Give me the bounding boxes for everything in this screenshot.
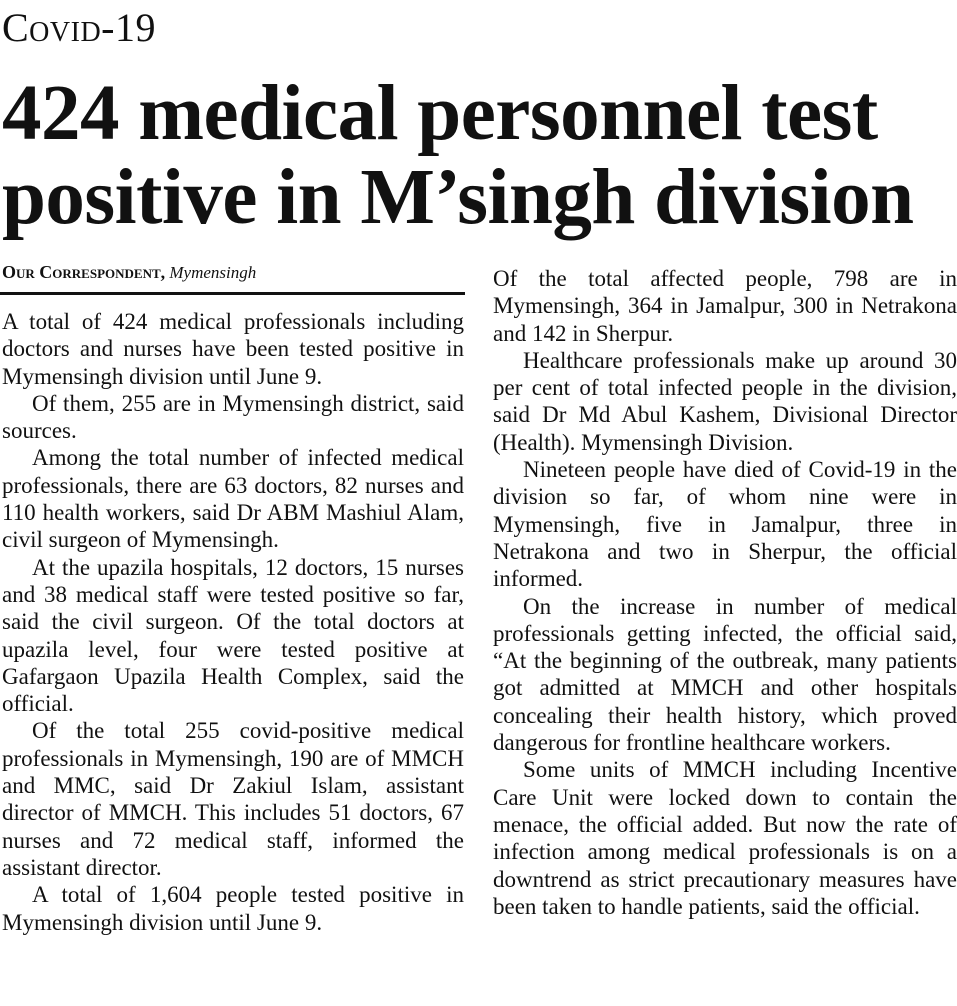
byline-divider xyxy=(0,292,465,295)
headline-line-1: 424 medical personnel test xyxy=(2,70,878,157)
article-column-1 xyxy=(2,308,464,936)
paragraph: Healthcare professionals make up around 30 per cent of total infected people in the division, said Dr Md Abul Kashem, Divisional Director (Health). Mymensingh Division. xyxy=(493,347,957,455)
byline-location: Mymensingh xyxy=(169,263,257,282)
paragraph: A total of 424 medical professionals including doctors and nurses have been tested positive in Mymensingh division until June 9. xyxy=(2,309,464,389)
section-kicker: Covid-19 xyxy=(2,5,156,50)
headline xyxy=(2,72,957,240)
paragraph: Of them, 255 are in Mymensingh district, said sources. xyxy=(2,390,464,444)
paragraph: Of the total 255 covid-positive medical professionals in Mymensingh, 190 are of MMCH and MMC, said Dr Zakiul Islam, assistant director of MMCH. This includes 51 doctors, 67 nurses and 72 medical staff, informed the assistant director. xyxy=(2,718,464,880)
byline-author: Our Correspondent, xyxy=(2,262,166,282)
paragraph: At the upazila hospitals, 12 doctors, 15 nurses and 38 medical staff were tested positive so far, said the civil surgeon. Of the total doctors at upazila level, four were tested positive at Gafargaon Upazila Health Complex, said the official. xyxy=(2,554,464,717)
paragraph: Nineteen people have died of Covid-19 in the division so far, of whom nine were in Mymensingh, five in Jamalpur, three in Netrakona and two in Sherpur, the official informed. xyxy=(493,457,957,592)
paragraph: On the increase in number of medical professionals getting infected, the official said, “At the beginning of the outbreak, many patients got admitted at MMCH and other hospitals concealing their health history, which proved dangerous for frontline healthcare workers. xyxy=(493,593,957,756)
paragraph: Of the total affected people, 798 are in Mymensingh, 364 in Jamalpur, 300 in Netrakona and 142 in Sherpur. xyxy=(493,266,957,346)
paragraph: A total of 1,604 people tested positive in Mymensingh division until June 9. xyxy=(2,882,464,935)
byline xyxy=(2,261,464,284)
paragraph: Among the total number of infected medical professionals, there are 63 doctors, 82 nurses and 110 health workers, said Dr ABM Mashiul Alam, civil surgeon of Mymensingh. xyxy=(2,445,464,553)
article-column-2 xyxy=(493,265,957,920)
headline-line-2: positive in M’singh division xyxy=(2,154,914,241)
paragraph: Some units of MMCH including Incentive Care Unit were locked down to contain the menace, the official added. But now the rate of infection among medical professionals is on a downtrend as strict precautionary measures have been taken to handle patients, said the official. xyxy=(493,757,957,919)
